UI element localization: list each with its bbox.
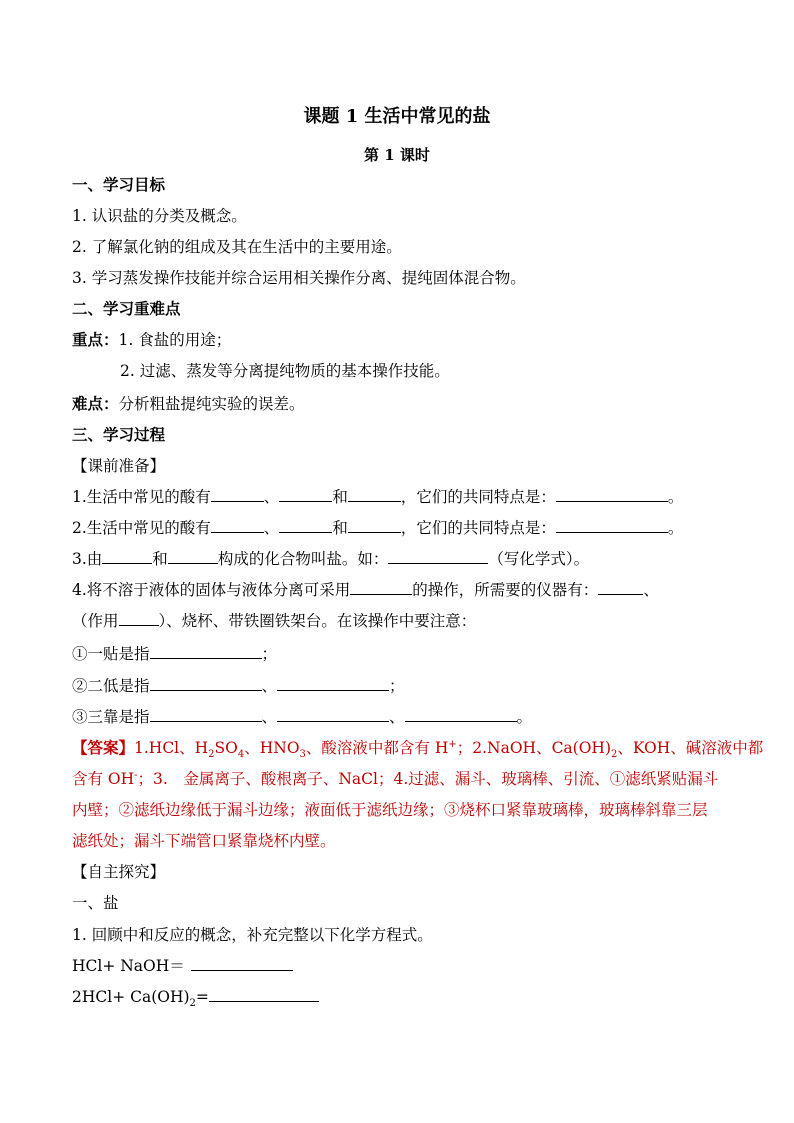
difficulty-text: 分析粗盐提纯实验的误差。 <box>118 395 305 413</box>
question-text: ①一贴是指 <box>72 645 150 663</box>
question-text: （写化学式）。 <box>488 550 590 568</box>
answer-text: 、HNO <box>244 739 300 757</box>
answer-text: ；3. 金属离子、酸根离子、NaCl；4.过滤、漏斗、玻璃棒、引流、①滤纸紧贴漏斗 <box>137 770 719 788</box>
answer-label: 【答案】 <box>72 738 135 757</box>
question-1 <box>72 486 724 508</box>
section-heading-goals: 一、学习目标 <box>72 175 166 194</box>
answer-blank[interactable] <box>277 706 389 722</box>
answer-blank[interactable] <box>168 548 218 564</box>
subscript: 2 <box>208 749 215 761</box>
question-text: 、 <box>263 488 280 506</box>
note-2 <box>72 675 724 697</box>
difficulty-line <box>72 393 724 415</box>
answer-line-2 <box>72 768 724 790</box>
answer-blank[interactable] <box>102 548 152 564</box>
question-text: ②二低是指 <box>72 677 150 695</box>
answer-blank[interactable] <box>348 486 401 502</box>
answer-text: SO <box>214 739 238 757</box>
answer-blank[interactable] <box>279 486 332 502</box>
answer-text: 、KOH、碱溶液中都 <box>617 739 764 757</box>
question-4-cont <box>72 610 724 632</box>
question-text: 、 <box>261 677 278 695</box>
answer-line-4: 滤纸处；漏斗下端管口紧靠烧杯内壁。 <box>72 832 336 850</box>
key-point-label: 重点： <box>72 330 119 349</box>
question-text: 的操作，所需要的仪器有： <box>412 581 599 599</box>
difficulty-label: 难点： <box>72 394 119 413</box>
answer-blank[interactable] <box>279 517 332 533</box>
answer-blank[interactable] <box>598 579 643 595</box>
key-point-1: 1. 食盐的用途； <box>118 331 232 349</box>
key-point-line <box>72 329 724 351</box>
question-text: 、 <box>261 708 278 726</box>
subscript: 3 <box>299 749 306 761</box>
answer-blank[interactable] <box>348 517 401 533</box>
equation-2 <box>72 986 724 1008</box>
page-subtitle: 第 1 课时 <box>364 146 430 164</box>
prep-label: 【课前准备】 <box>72 457 166 475</box>
question-4 <box>72 579 724 601</box>
question-text: 构成的化合物叫盐。如： <box>217 550 389 568</box>
question-2 <box>72 517 724 539</box>
question-text: 、 <box>263 519 280 537</box>
page-title: 课题 1 生活中常见的盐 <box>303 106 491 127</box>
answer-blank[interactable] <box>119 610 159 626</box>
question-text: ，它们的共同特点是： <box>400 488 556 506</box>
answer-text: 含有 OH <box>72 770 135 788</box>
answer-text: 1.HCl、H <box>134 739 209 757</box>
answer-blank[interactable] <box>277 675 389 691</box>
answer-blank[interactable] <box>150 706 262 722</box>
question-text: 。 <box>667 488 684 506</box>
answer-blank[interactable] <box>556 517 668 533</box>
goal-item: 1. 认识盐的分类及概念。 <box>72 207 247 225</box>
question-text: （作用 <box>72 612 119 630</box>
key-point-2: 2. 过滤、蒸发等分离提纯物质的基本操作技能。 <box>120 362 450 380</box>
question-3 <box>72 548 724 570</box>
section-heading-keypoints: 二、学习重难点 <box>72 299 181 318</box>
superscript: + <box>448 738 457 750</box>
note-3 <box>72 706 724 728</box>
equation-1 <box>72 955 724 977</box>
question-text: 3.由 <box>72 550 103 568</box>
subscript: 2 <box>189 998 196 1010</box>
answer-blank[interactable] <box>405 706 517 722</box>
question-text: ，它们的共同特点是： <box>400 519 556 537</box>
explore-label: 【自主探究】 <box>72 863 166 881</box>
question-text: 和 <box>152 550 168 568</box>
question-text: 。 <box>667 519 684 537</box>
question-text: 1.生活中常见的酸有 <box>72 488 211 506</box>
subscript: 4 <box>237 749 245 761</box>
equation-text: 2HCl+ Ca(OH) <box>72 988 190 1006</box>
question-text: 、 <box>643 581 659 599</box>
answer-blank[interactable] <box>209 986 319 1002</box>
question-text: ； <box>261 645 278 663</box>
question-text: ③三靠是指 <box>72 708 150 726</box>
note-1 <box>72 643 724 665</box>
question-text: 2.生活中常见的酸有 <box>72 519 211 537</box>
answer-blank[interactable] <box>211 486 264 502</box>
question-text: ； <box>389 677 405 695</box>
answer-blank[interactable] <box>211 517 264 533</box>
question-text: 和 <box>332 519 348 537</box>
goal-item: 2. 了解氯化钠的组成及其在生活中的主要用途。 <box>72 238 402 256</box>
answer-blank[interactable] <box>556 486 668 502</box>
answer-blank[interactable] <box>350 579 412 595</box>
question-text: 4.将不溶于液体的固体与液体分离可采用 <box>72 581 351 599</box>
superscript: - <box>134 769 138 781</box>
salt-heading: 一、盐 <box>72 894 119 912</box>
question-text: 和 <box>332 488 348 506</box>
explore-item-1: 1. 回顾中和反应的概念，补充完整以下化学方程式。 <box>72 926 433 944</box>
equation-text: HCl+ NaOH＝ <box>72 957 185 975</box>
equation-text: = <box>195 988 209 1006</box>
answer-blank[interactable] <box>191 955 293 971</box>
section-heading-process: 三、学习过程 <box>72 425 166 444</box>
answer-blank[interactable] <box>388 548 488 564</box>
answer-text: 、酸溶液中都含有 H <box>305 739 449 757</box>
question-text: ）、烧杯、带铁圈铁架台。在该操作中要注意： <box>158 612 477 630</box>
answer-blank[interactable] <box>150 675 262 691</box>
question-text: 、 <box>389 708 405 726</box>
goal-item: 3. 学习蒸发操作技能并综合运用相关操作分离、提纯固体混合物。 <box>72 269 526 287</box>
answer-line-3: 内壁；②滤纸边缘低于漏斗边缘；液面低于滤纸边缘；③烧杯口紧靠玻璃棒，玻璃棒斜靠三层 <box>72 801 708 819</box>
answer-blank[interactable] <box>150 643 262 659</box>
question-text: 。 <box>516 708 533 726</box>
answer-line-1 <box>72 737 764 761</box>
subscript: 2 <box>611 749 618 761</box>
answer-text: ；2.NaOH、Ca(OH) <box>456 739 611 757</box>
